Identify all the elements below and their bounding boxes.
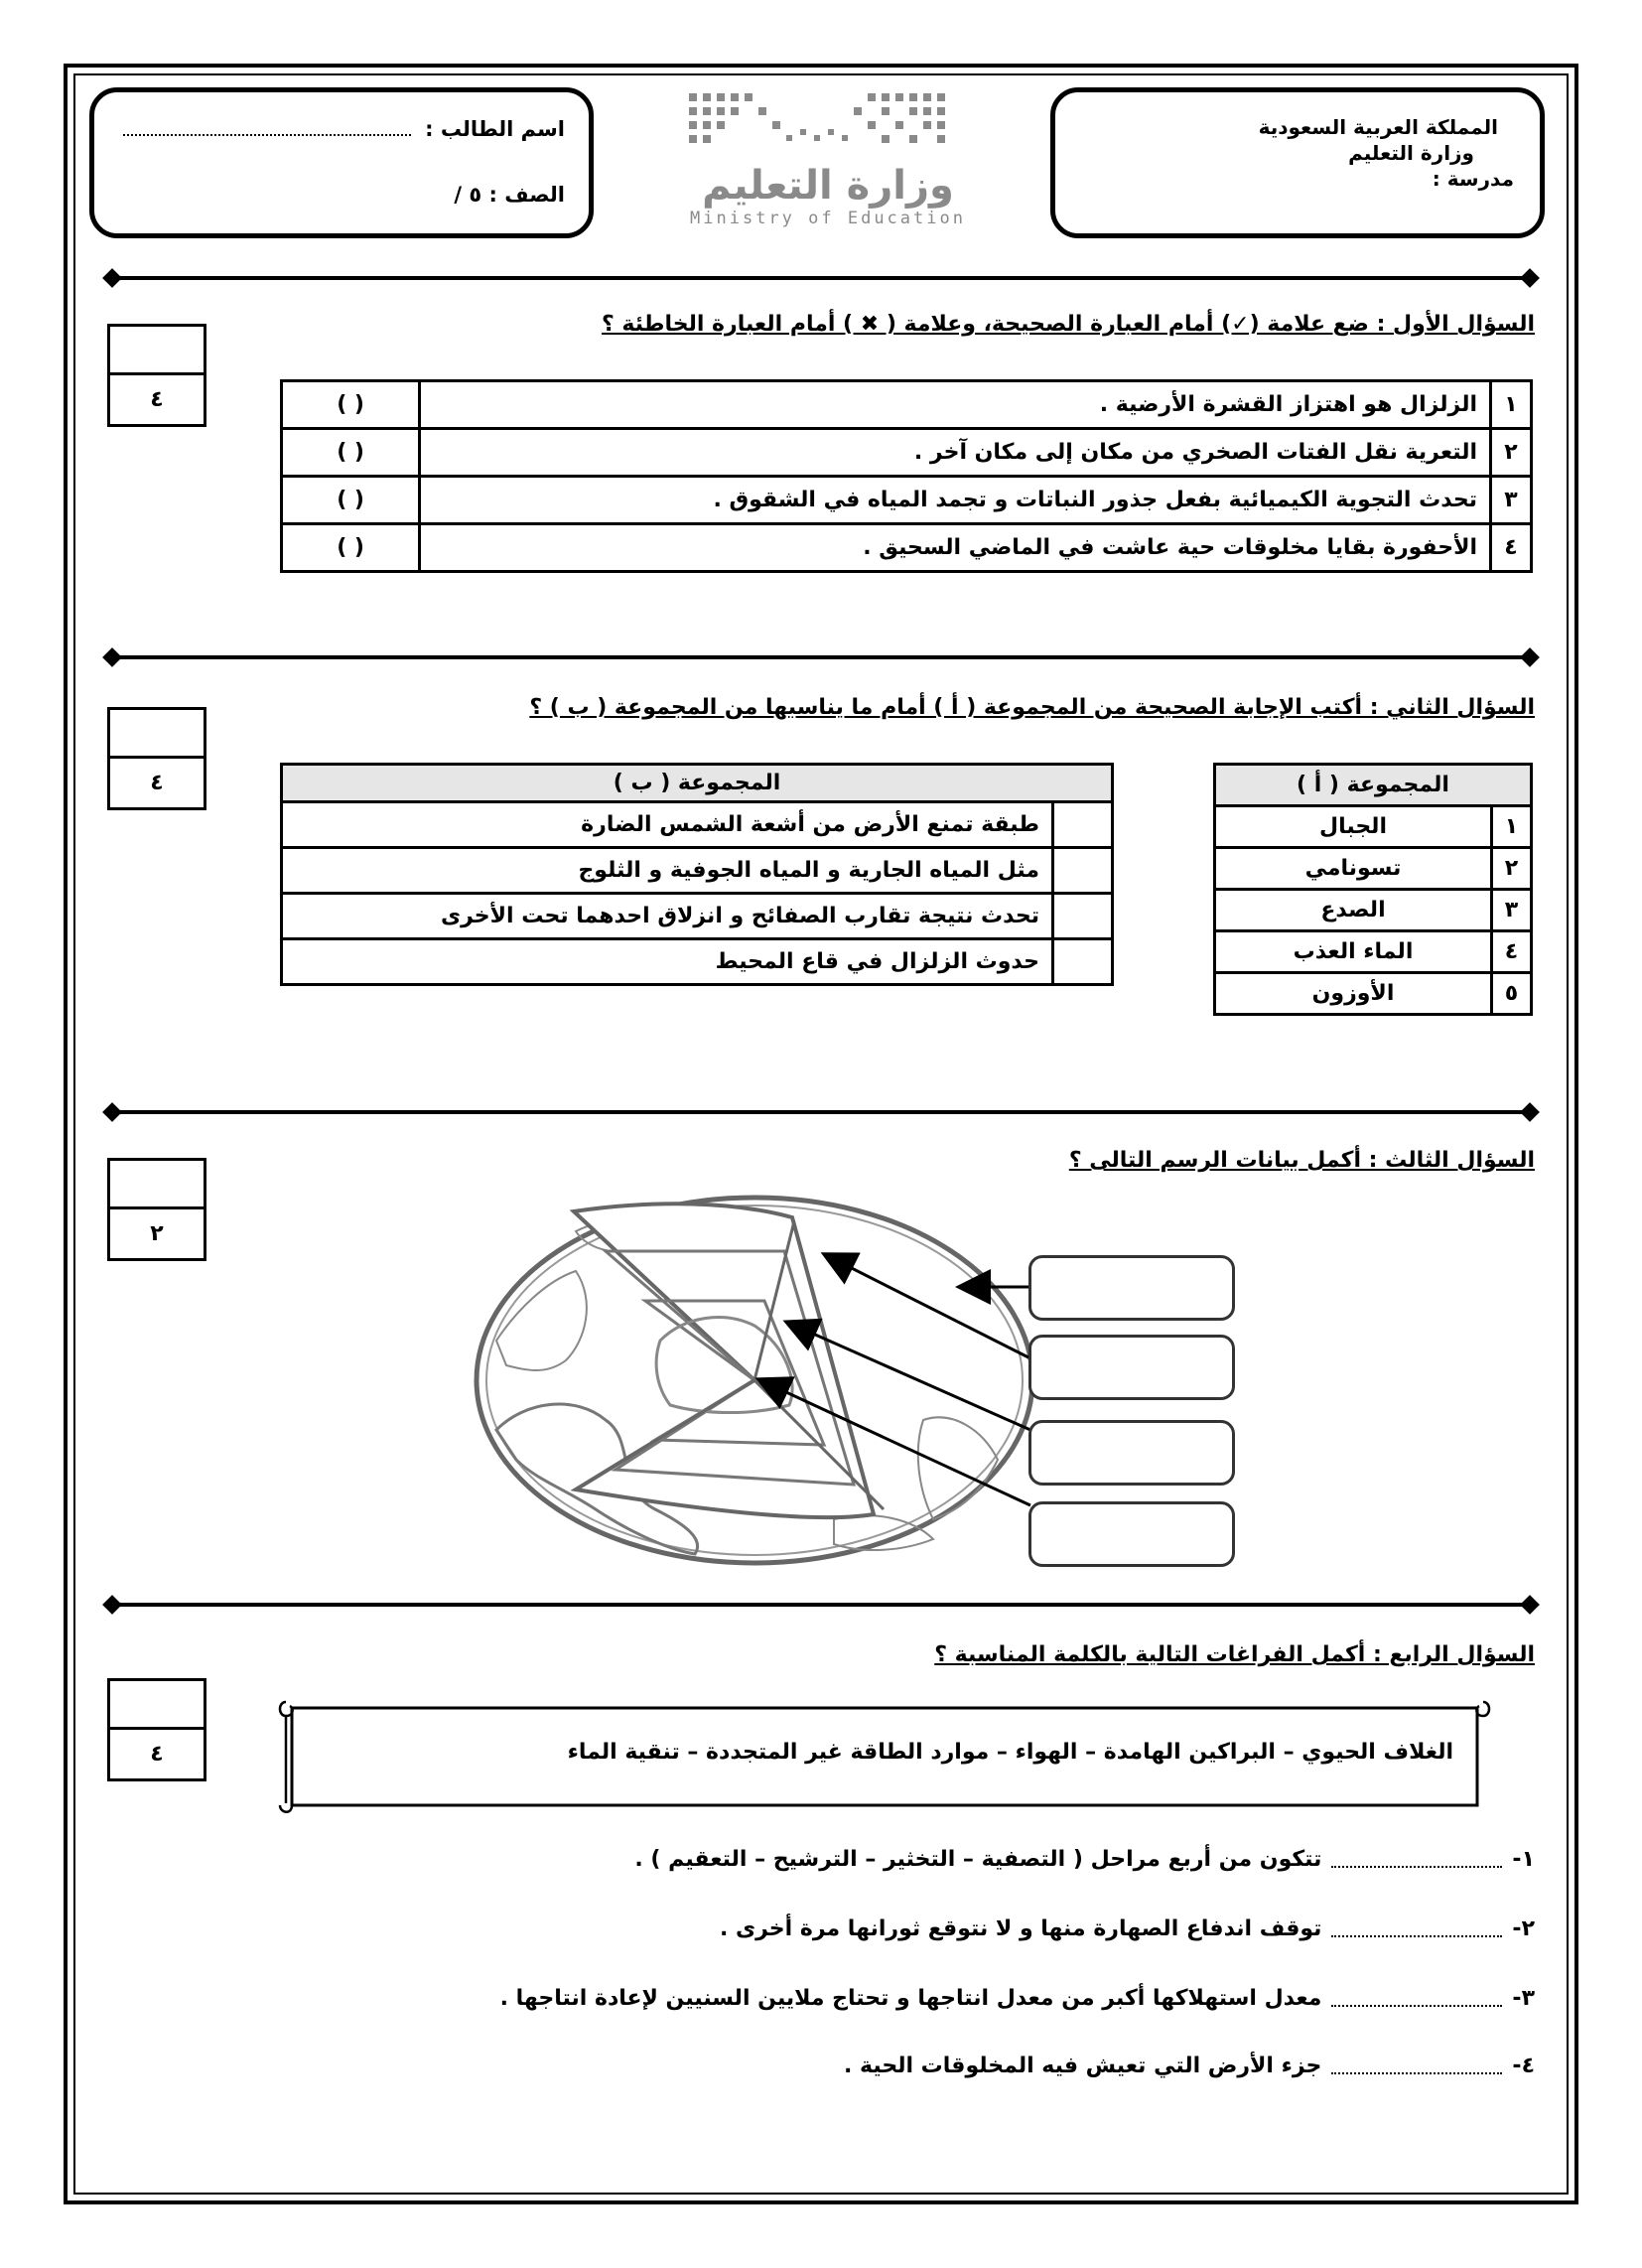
group-b-item: مثل المياه الجارية و المياه الجوفية و الثلوج — [282, 848, 1053, 894]
label-arrow — [760, 1380, 1030, 1505]
group-a-item: الماء العذب — [1215, 931, 1492, 973]
group-a-item: تسونامي — [1215, 848, 1492, 890]
fill-item — [720, 1916, 1535, 1941]
fill-item — [844, 2054, 1535, 2078]
diagram-label-input[interactable] — [1028, 1255, 1235, 1321]
match-answer-cell[interactable] — [1053, 802, 1113, 848]
group-b-header: المجموعة ( ب ) — [282, 765, 1113, 802]
q1-title: السؤال الأول : ضع علامة (✓) أمام العبارة الصحيحة، وعلامة ( ✖ ) أمام العبارة الخاطئة ؟ — [602, 312, 1535, 337]
q4-score-box — [107, 1678, 206, 1781]
q3-title: السؤال الثالث : أكمل بيانات الرسم التالى ؟ — [1068, 1148, 1535, 1173]
q1-score-value: ٤ — [150, 387, 164, 412]
fill-blank-input[interactable] — [1331, 1866, 1502, 1868]
group-a-item: الجبال — [1215, 806, 1492, 848]
match-answer-cell[interactable] — [1053, 939, 1113, 985]
table-row — [1215, 931, 1532, 973]
fill-item-number: ٤- — [1512, 2054, 1535, 2078]
group-b-item: تحدث نتيجة تقارب الصفائح و انزلاق احدهما تحت الأخرى — [282, 894, 1053, 939]
q4-title: السؤال الرابع : أكمل الفراغات التالية بالكلمة المناسبة ؟ — [934, 1642, 1535, 1667]
row-number: ١ — [1491, 381, 1532, 429]
q1-table — [280, 379, 1533, 573]
word-bank-scroll — [272, 1694, 1493, 1819]
statement-cell: الأحفورة بقايا مخلوقات حية عاشت في الماضي السحيق . — [420, 524, 1491, 572]
diagram-label-input[interactable] — [1028, 1420, 1235, 1486]
fill-item — [634, 1847, 1535, 1872]
grade-label: الصف : ٥ / — [454, 183, 565, 207]
student-info-box — [89, 87, 594, 238]
match-answer-cell[interactable] — [1053, 894, 1113, 939]
row-number: ٢ — [1491, 429, 1532, 477]
word-bank-text: الغلاف الحيوي – البراكين الهامدة – الهواء – موارد الطاقة غير المتجددة – تنقية الماء — [567, 1740, 1453, 1765]
table-row — [282, 477, 1532, 524]
diagram-label-input[interactable] — [1028, 1501, 1235, 1567]
continent-shape — [496, 1271, 587, 1370]
label-arrow — [826, 1255, 1030, 1358]
fill-item-number: ١- — [1512, 1847, 1535, 1872]
table-row — [1215, 806, 1532, 848]
school-label: مدرسة : — [1432, 167, 1514, 191]
group-b-item: حدوث الزلزال في قاع المحيط — [282, 939, 1053, 985]
row-number: ٥ — [1492, 973, 1532, 1015]
fill-item-number: ٢- — [1512, 1916, 1535, 1941]
group-a-header: المجموعة ( أ ) — [1215, 765, 1532, 806]
fill-blank-input[interactable] — [1331, 1935, 1502, 1937]
section-divider — [111, 1110, 1531, 1114]
row-number: ١ — [1492, 806, 1532, 848]
table-row — [1215, 973, 1532, 1015]
table-row — [282, 429, 1532, 477]
row-number: ٣ — [1491, 477, 1532, 524]
table-row — [282, 939, 1113, 985]
fill-blank-input[interactable] — [1331, 2072, 1502, 2074]
q3-score-value: ٢ — [150, 1221, 164, 1246]
fill-blank-input[interactable] — [1331, 2005, 1502, 2007]
ministry-logo — [669, 89, 987, 248]
section-divider — [111, 276, 1531, 280]
table-row — [282, 848, 1113, 894]
section-divider — [111, 655, 1531, 659]
answer-cell[interactable]: ( ) — [282, 429, 420, 477]
student-name-row — [108, 116, 565, 142]
diagram-label-input[interactable] — [1028, 1335, 1235, 1400]
q1-score-box — [107, 324, 206, 427]
table-row — [1215, 848, 1532, 890]
group-a-table — [1213, 763, 1533, 1016]
statement-cell: التعرية نقل الفتات الصخري من مكان إلى مكان آخر . — [420, 429, 1491, 477]
fill-item-number: ٣- — [1512, 1986, 1535, 2011]
ministry-label: وزارة التعليم — [1348, 141, 1474, 165]
fill-item-text: جزء الأرض التي تعيش فيه المخلوقات الحية . — [844, 2054, 1322, 2078]
row-number: ٢ — [1492, 848, 1532, 890]
section-divider — [111, 1603, 1531, 1607]
group-b-item: طبقة تمنع الأرض من أشعة الشمس الضارة — [282, 802, 1053, 848]
row-number: ٤ — [1491, 524, 1532, 572]
student-name-label: اسم الطالب : — [425, 117, 565, 141]
q2-title: السؤال الثاني : أكتب الإجابة الصحيحة من المجموعة ( أ ) أمام ما يناسبها من المجموعة ( ب ) ؟ — [529, 695, 1535, 720]
row-number: ٤ — [1492, 931, 1532, 973]
table-row — [282, 381, 1532, 429]
table-row — [282, 524, 1532, 572]
row-number: ٣ — [1492, 890, 1532, 931]
table-row — [282, 894, 1113, 939]
q2-score-box — [107, 707, 206, 810]
fill-item-text: تتكون من أربع مراحل ( التصفية – التخثير – الترشيح – التعقيم ) . — [634, 1847, 1322, 1872]
fill-item-text: معدل استهلاكها أكبر من معدل انتاجها و تحتاج ملايين السنيين لإعادة انتاجها . — [499, 1986, 1322, 2011]
statement-cell: الزلزال هو اهتزاز القشرة الأرضية . — [420, 381, 1491, 429]
answer-cell[interactable]: ( ) — [282, 524, 420, 572]
statement-cell: تحدث التجوية الكيميائية بفعل جذور النباتات و تجمد المياه في الشقوق . — [420, 477, 1491, 524]
q4-score-value: ٤ — [150, 1742, 164, 1767]
ministry-logo-dots-icon — [669, 89, 987, 159]
ministry-logo-english: Ministry of Education — [690, 209, 966, 228]
group-b-table — [280, 763, 1114, 986]
answer-cell[interactable]: ( ) — [282, 381, 420, 429]
q2-score-value: ٤ — [150, 771, 164, 795]
group-a-item: الصدع — [1215, 890, 1492, 931]
ministry-logo-arabic: وزارة التعليم — [702, 163, 954, 209]
school-info-box — [1050, 87, 1545, 238]
kingdom-label: المملكة العربية السعودية — [1258, 115, 1498, 139]
label-arrows — [735, 1231, 1052, 1569]
answer-cell[interactable]: ( ) — [282, 477, 420, 524]
table-row — [282, 802, 1113, 848]
match-answer-cell[interactable] — [1053, 848, 1113, 894]
student-name-field[interactable] — [123, 118, 411, 136]
q3-score-box — [107, 1158, 206, 1261]
group-a-item: الأوزون — [1215, 973, 1492, 1015]
fill-item — [500, 1986, 1535, 2011]
fill-item-text: توقف اندفاع الصهارة منها و لا نتوقع ثورانها مرة أخرى . — [719, 1916, 1322, 1941]
table-row — [1215, 890, 1532, 931]
